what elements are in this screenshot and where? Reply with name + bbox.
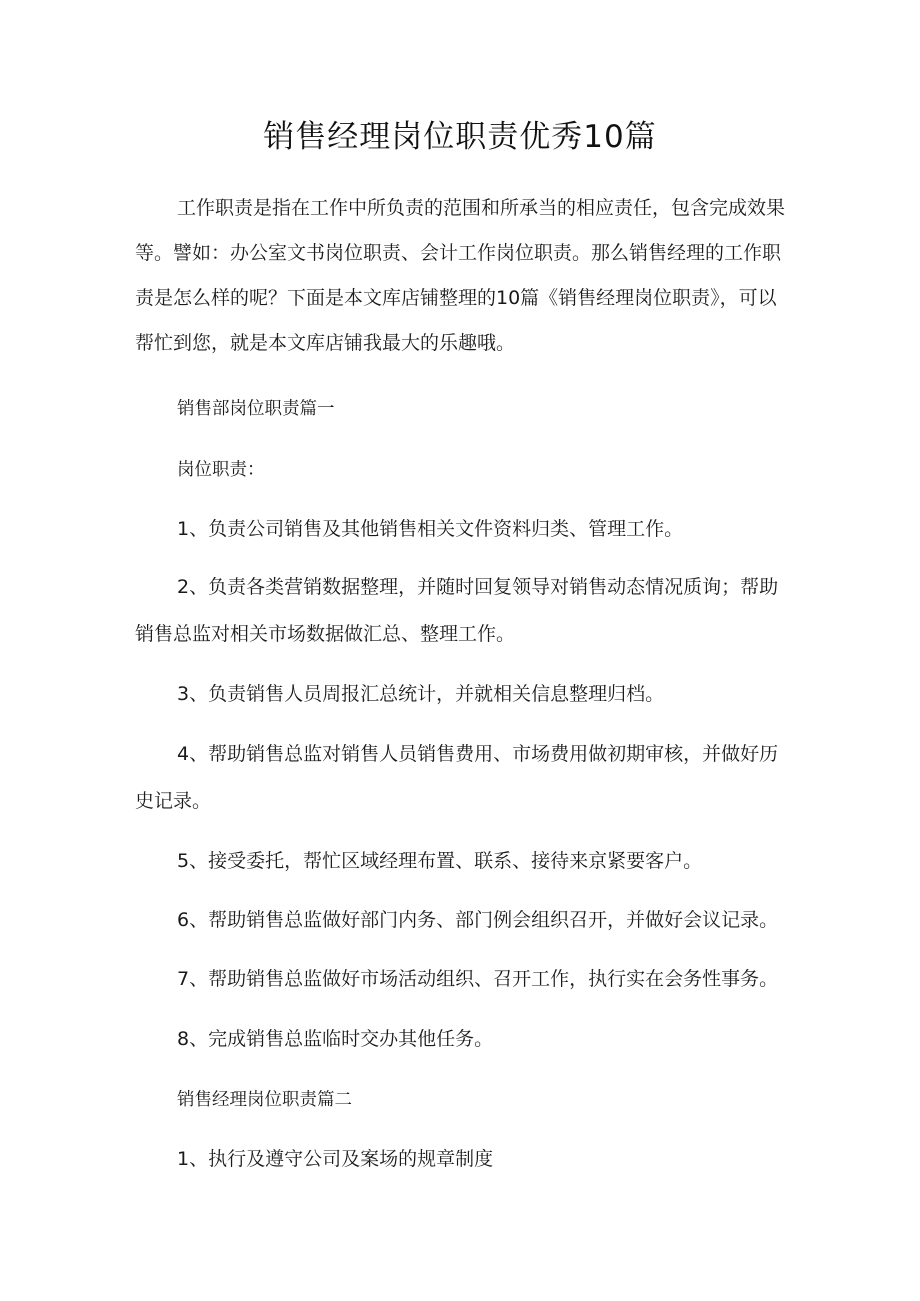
list-item: 4、帮助销售总监对销售人员销售费用、市场费用做初期审核，并做好历史记录。 — [135, 743, 779, 812]
list-item: 1、执行及遵守公司及案场的规章制度 — [177, 1148, 494, 1170]
list-item: 3、负责销售人员周报汇总统计，并就相关信息整理归档。 — [177, 683, 665, 705]
list-item: 8、完成销售总监临时交办其他任务。 — [177, 1028, 494, 1050]
section-heading: 销售经理岗位职责篇二 — [177, 1090, 352, 1110]
intro-paragraph: 工作职责是指在工作中所负责的范围和所承当的相应责任，包含完成效果等。譬如：办公室文书岗位职责、会计工作岗位职责。那么销售经理的工作职责是怎么样的呢？下面是本文库店铺整理的10篇《销售经理岗位职责》，可以帮忙到您，就是本文库店铺我最大的乐趣哦。 — [135, 197, 786, 354]
list-item: 1、负责公司销售及其他销售相关文件资料归类、管理工作。 — [177, 518, 684, 540]
section-subheading: 岗位职责： — [177, 460, 265, 480]
list-item: 6、帮助销售总监做好部门内务、部门例会组织召开，并做好会议记录。 — [177, 909, 779, 931]
list-item: 5、接受委托，帮忙区域经理布置、联系、接待来京紧要客户。 — [177, 850, 703, 872]
list-item: 7、帮助销售总监做好市场活动组织、召开工作，执行实在会务性事务。 — [177, 968, 779, 990]
document-title: 销售经理岗位职责优秀10篇 — [263, 119, 657, 155]
section-heading: 销售部岗位职责篇一 — [177, 399, 335, 419]
list-item: 2、负责各类营销数据整理，并随时回复领导对销售动态情况质询；帮助销售总监对相关市场数据做汇总、整理工作。 — [135, 576, 779, 645]
